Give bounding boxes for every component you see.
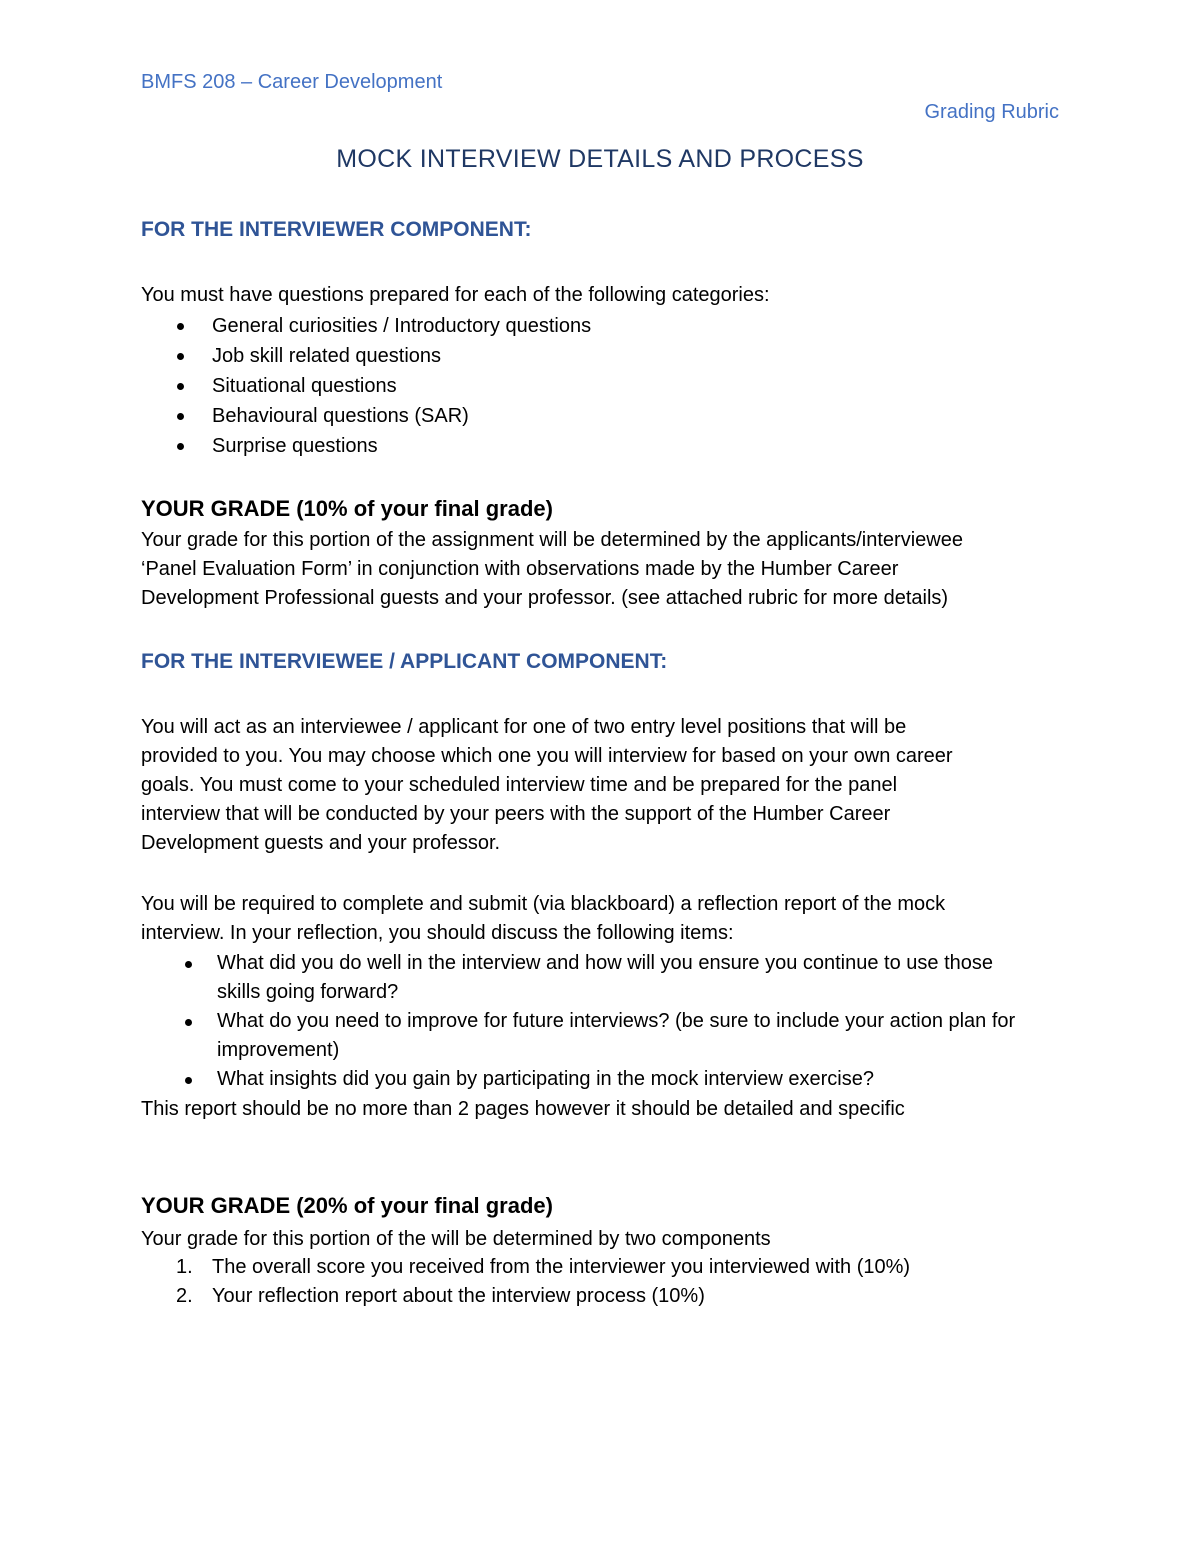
- reflection-instructions: You will be required to complete and submit (via blackboard) a reflection report of the mock interview. In your reflection, you should discuss the following items:: [141, 893, 946, 944]
- list-item: Job skill related questions: [141, 341, 591, 371]
- list-item: What did you do well in the interview and how will you ensure you continue to use those skills going forward?: [141, 949, 1037, 1007]
- bullet-icon: [177, 413, 184, 420]
- interviewee-grade-intro: Your grade for this portion of the will be determined by two components: [141, 1228, 771, 1250]
- list-item: Situational questions: [141, 371, 591, 401]
- list-item: What do you need to improve for future interviews? (be sure to include your action plan for improvement): [141, 1007, 1037, 1065]
- interviewer-grade-heading: YOUR GRADE (10% of your final grade): [141, 496, 553, 521]
- list-item: Behavioural questions (SAR): [141, 401, 591, 431]
- interviewee-description: You will act as an interviewee / applicant for one of two entry level positions that will be provided to you. You may choose which one you will interview for based on your own career goals. You must come to your scheduled interview time and be prepared for the panel interview that will be conducted by your peers with the support of the Humber Career Development guests and your professor.: [141, 716, 953, 854]
- grade-component-list: [141, 1253, 910, 1311]
- list-item: 2. Your reflection report about the interview process (10%): [176, 1285, 705, 1307]
- bullet-icon: [177, 383, 184, 390]
- interviewer-grade-text: Your grade for this portion of the assignment will be determined by the applicants/interviewee ‘Panel Evaluation Form’ in conjunction with observations made by the Humber Career Development Professional guests and your professor. (see attached rubric for more details): [141, 529, 963, 609]
- bullet-icon: [185, 1077, 192, 1084]
- interviewee-grade-heading: YOUR GRADE (20% of your final grade): [141, 1193, 553, 1218]
- question-category-list: [141, 311, 591, 461]
- page-title: MOCK INTERVIEW DETAILS AND PROCESS: [336, 145, 864, 173]
- list-item: General curiosities / Introductory questions: [141, 311, 591, 341]
- list-item: 1. The overall score you received from the interviewer you interviewed with (10%): [176, 1256, 911, 1278]
- bullet-icon: [177, 323, 184, 330]
- interviewer-heading: FOR THE INTERVIEWER COMPONENT:: [141, 218, 532, 241]
- bullet-icon: [185, 961, 192, 968]
- course-header: BMFS 208 – Career Development: [141, 71, 443, 93]
- report-length-note: This report should be no more than 2 pages however it should be detailed and specific: [141, 1098, 905, 1120]
- interviewee-heading: FOR THE INTERVIEWEE / APPLICANT COMPONENT:: [141, 650, 668, 673]
- doc-type-header: Grading Rubric: [924, 101, 1059, 123]
- bullet-icon: [177, 443, 184, 450]
- reflection-item-list: [141, 949, 1037, 1094]
- interviewer-intro: You must have questions prepared for each of the following categories:: [141, 284, 770, 306]
- bullet-icon: [177, 353, 184, 360]
- list-item: Surprise questions: [141, 431, 591, 461]
- bullet-icon: [185, 1019, 192, 1026]
- list-item: What insights did you gain by participating in the mock interview exercise?: [141, 1065, 1037, 1094]
